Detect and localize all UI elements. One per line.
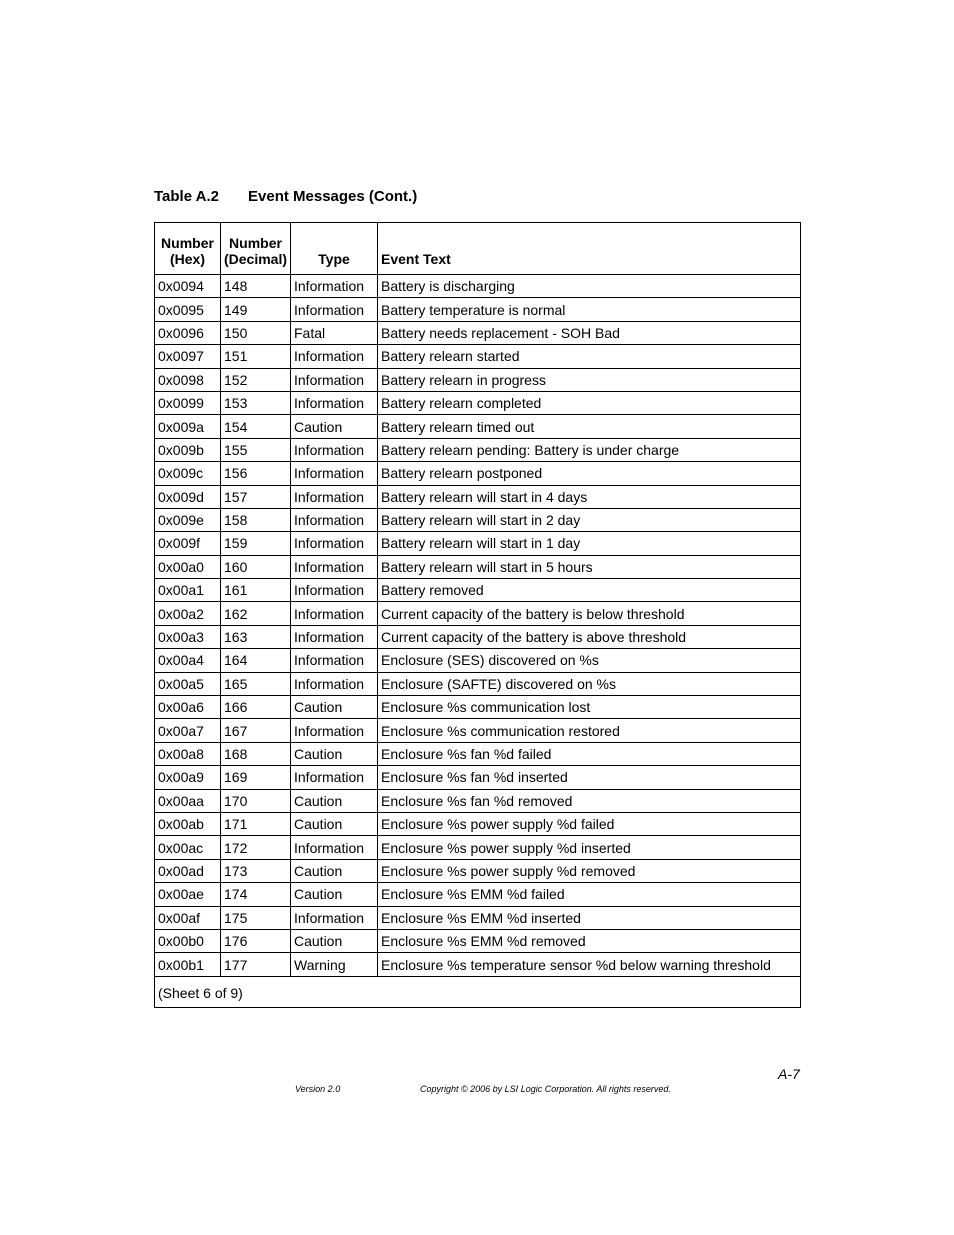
sheet-note-row: [155, 976, 801, 1007]
header-type: Type: [291, 223, 378, 275]
cell-number-hex: 0x009f: [155, 532, 221, 555]
cell-type: Caution: [291, 812, 378, 835]
cell-event-text: Enclosure %s fan %d inserted: [378, 766, 801, 789]
table-row: [155, 672, 801, 695]
table-number: Table A.2: [154, 188, 220, 205]
page-number: A-7: [778, 1066, 800, 1082]
cell-number-hex: 0x00a3: [155, 625, 221, 648]
cell-event-text: Battery relearn completed: [378, 391, 801, 414]
cell-number-hex: 0x00a2: [155, 602, 221, 625]
cell-event-text: Battery relearn will start in 1 day: [378, 532, 801, 555]
cell-event-text: Enclosure %s communication restored: [378, 719, 801, 742]
cell-event-text: Enclosure %s power supply %d inserted: [378, 836, 801, 859]
cell-number-decimal: 167: [221, 719, 291, 742]
cell-event-text: Battery temperature is normal: [378, 298, 801, 321]
cell-type: Information: [291, 766, 378, 789]
cell-number-hex: 0x0094: [155, 275, 221, 298]
table-row: [155, 929, 801, 952]
table-row: [155, 579, 801, 602]
table-body: [155, 275, 801, 977]
table-row: [155, 836, 801, 859]
cell-event-text: Battery relearn in progress: [378, 368, 801, 391]
cell-type: Information: [291, 462, 378, 485]
cell-event-text: Enclosure %s temperature sensor %d below warning threshold: [378, 953, 801, 976]
cell-event-text: Battery removed: [378, 579, 801, 602]
cell-number-decimal: 159: [221, 532, 291, 555]
cell-type: Caution: [291, 696, 378, 719]
cell-type: Caution: [291, 929, 378, 952]
cell-number-decimal: 157: [221, 485, 291, 508]
table-title: Event Messages (Cont.): [248, 188, 418, 205]
cell-number-decimal: 172: [221, 836, 291, 859]
table-row: [155, 906, 801, 929]
cell-number-decimal: 170: [221, 789, 291, 812]
cell-event-text: Enclosure %s power supply %d removed: [378, 859, 801, 882]
cell-number-hex: 0x00a1: [155, 579, 221, 602]
table-row: [155, 789, 801, 812]
table-row: [155, 462, 801, 485]
table-row: [155, 696, 801, 719]
table-row: [155, 275, 801, 298]
cell-event-text: Current capacity of the battery is above threshold: [378, 625, 801, 648]
table-header-row: [155, 223, 801, 275]
cell-number-decimal: 149: [221, 298, 291, 321]
table-row: [155, 766, 801, 789]
cell-number-decimal: 156: [221, 462, 291, 485]
cell-number-decimal: 174: [221, 883, 291, 906]
cell-number-decimal: 158: [221, 508, 291, 531]
table-row: [155, 883, 801, 906]
cell-type: Caution: [291, 883, 378, 906]
cell-event-text: Battery relearn started: [378, 345, 801, 368]
table-row: [155, 859, 801, 882]
cell-event-text: Enclosure %s fan %d failed: [378, 742, 801, 765]
cell-type: Caution: [291, 859, 378, 882]
cell-event-text: Battery relearn timed out: [378, 415, 801, 438]
table-row: [155, 321, 801, 344]
event-messages-table: [154, 222, 801, 1008]
cell-type: Information: [291, 625, 378, 648]
cell-number-decimal: 177: [221, 953, 291, 976]
cell-number-decimal: 171: [221, 812, 291, 835]
sheet-note: (Sheet 6 of 9): [155, 976, 801, 1007]
header-number-hex: Number (Hex): [155, 223, 221, 275]
cell-type: Information: [291, 672, 378, 695]
cell-type: Information: [291, 345, 378, 368]
cell-event-text: Enclosure %s power supply %d failed: [378, 812, 801, 835]
cell-number-decimal: 155: [221, 438, 291, 461]
cell-type: Information: [291, 602, 378, 625]
cell-type: Information: [291, 275, 378, 298]
cell-number-hex: 0x009e: [155, 508, 221, 531]
cell-event-text: Battery relearn pending: Battery is under charge: [378, 438, 801, 461]
cell-number-hex: 0x009b: [155, 438, 221, 461]
cell-number-decimal: 150: [221, 321, 291, 344]
cell-event-text: Battery relearn postponed: [378, 462, 801, 485]
cell-event-text: Enclosure %s fan %d removed: [378, 789, 801, 812]
cell-type: Information: [291, 298, 378, 321]
cell-number-decimal: 151: [221, 345, 291, 368]
cell-number-hex: 0x00b0: [155, 929, 221, 952]
cell-event-text: Enclosure %s EMM %d failed: [378, 883, 801, 906]
cell-number-decimal: 152: [221, 368, 291, 391]
cell-event-text: Current capacity of the battery is below threshold: [378, 602, 801, 625]
cell-type: Information: [291, 906, 378, 929]
table-row: [155, 438, 801, 461]
table-row: [155, 742, 801, 765]
table-row: [155, 415, 801, 438]
cell-number-hex: 0x009d: [155, 485, 221, 508]
cell-number-hex: 0x00aa: [155, 789, 221, 812]
cell-type: Information: [291, 368, 378, 391]
cell-number-decimal: 175: [221, 906, 291, 929]
cell-type: Information: [291, 579, 378, 602]
cell-number-hex: 0x00af: [155, 906, 221, 929]
table-row: [155, 485, 801, 508]
cell-number-hex: 0x00a5: [155, 672, 221, 695]
cell-type: Information: [291, 391, 378, 414]
cell-event-text: Enclosure %s communication lost: [378, 696, 801, 719]
cell-number-decimal: 169: [221, 766, 291, 789]
table-row: [155, 532, 801, 555]
table-row: [155, 345, 801, 368]
table-row: [155, 953, 801, 976]
cell-number-hex: 0x00a8: [155, 742, 221, 765]
cell-event-text: Battery is discharging: [378, 275, 801, 298]
cell-number-decimal: 148: [221, 275, 291, 298]
cell-event-text: Enclosure %s EMM %d removed: [378, 929, 801, 952]
cell-number-hex: 0x0099: [155, 391, 221, 414]
cell-number-decimal: 166: [221, 696, 291, 719]
cell-number-hex: 0x00ab: [155, 812, 221, 835]
cell-number-hex: 0x0095: [155, 298, 221, 321]
cell-number-hex: 0x0097: [155, 345, 221, 368]
cell-type: Information: [291, 649, 378, 672]
cell-event-text: Battery relearn will start in 4 days: [378, 485, 801, 508]
table-row: [155, 719, 801, 742]
table-row: [155, 555, 801, 578]
footer-version: Version 2.0: [295, 1084, 341, 1094]
cell-number-hex: 0x00a6: [155, 696, 221, 719]
cell-type: Information: [291, 438, 378, 461]
cell-number-decimal: 165: [221, 672, 291, 695]
cell-event-text: Enclosure (SES) discovered on %s: [378, 649, 801, 672]
cell-number-decimal: 161: [221, 579, 291, 602]
cell-number-decimal: 168: [221, 742, 291, 765]
cell-event-text: Battery needs replacement - SOH Bad: [378, 321, 801, 344]
cell-number-hex: 0x00ae: [155, 883, 221, 906]
cell-number-hex: 0x00b1: [155, 953, 221, 976]
cell-number-hex: 0x00a9: [155, 766, 221, 789]
cell-number-hex: 0x00ac: [155, 836, 221, 859]
cell-type: Information: [291, 836, 378, 859]
table-row: [155, 298, 801, 321]
cell-number-hex: 0x00ad: [155, 859, 221, 882]
cell-number-hex: 0x0096: [155, 321, 221, 344]
cell-type: Information: [291, 485, 378, 508]
cell-number-hex: 0x00a4: [155, 649, 221, 672]
cell-number-decimal: 164: [221, 649, 291, 672]
cell-event-text: Enclosure (SAFTE) discovered on %s: [378, 672, 801, 695]
table-row: [155, 602, 801, 625]
cell-number-hex: 0x00a7: [155, 719, 221, 742]
cell-number-hex: 0x0098: [155, 368, 221, 391]
cell-type: Caution: [291, 742, 378, 765]
table-row: [155, 508, 801, 531]
cell-number-decimal: 163: [221, 625, 291, 648]
cell-type: Information: [291, 532, 378, 555]
cell-number-hex: 0x009a: [155, 415, 221, 438]
cell-event-text: Battery relearn will start in 5 hours: [378, 555, 801, 578]
table-row: [155, 625, 801, 648]
cell-event-text: Enclosure %s EMM %d inserted: [378, 906, 801, 929]
cell-type: Warning: [291, 953, 378, 976]
cell-type: Information: [291, 719, 378, 742]
cell-number-decimal: 153: [221, 391, 291, 414]
table-row: [155, 812, 801, 835]
cell-number-hex: 0x009c: [155, 462, 221, 485]
cell-number-decimal: 160: [221, 555, 291, 578]
cell-type: Caution: [291, 415, 378, 438]
cell-type: Information: [291, 508, 378, 531]
cell-number-decimal: 154: [221, 415, 291, 438]
table-row: [155, 368, 801, 391]
cell-type: Information: [291, 555, 378, 578]
cell-number-decimal: 173: [221, 859, 291, 882]
cell-event-text: Battery relearn will start in 2 day: [378, 508, 801, 531]
cell-number-decimal: 162: [221, 602, 291, 625]
header-number-decimal: Number (Decimal): [221, 223, 291, 275]
cell-number-decimal: 176: [221, 929, 291, 952]
cell-type: Fatal: [291, 321, 378, 344]
table-caption: [154, 188, 417, 205]
table-row: [155, 649, 801, 672]
header-event-text: Event Text: [378, 223, 801, 275]
table-row: [155, 391, 801, 414]
cell-number-hex: 0x00a0: [155, 555, 221, 578]
cell-type: Caution: [291, 789, 378, 812]
footer-copyright: Copyright © 2006 by LSI Logic Corporation. All rights reserved.: [420, 1084, 671, 1094]
